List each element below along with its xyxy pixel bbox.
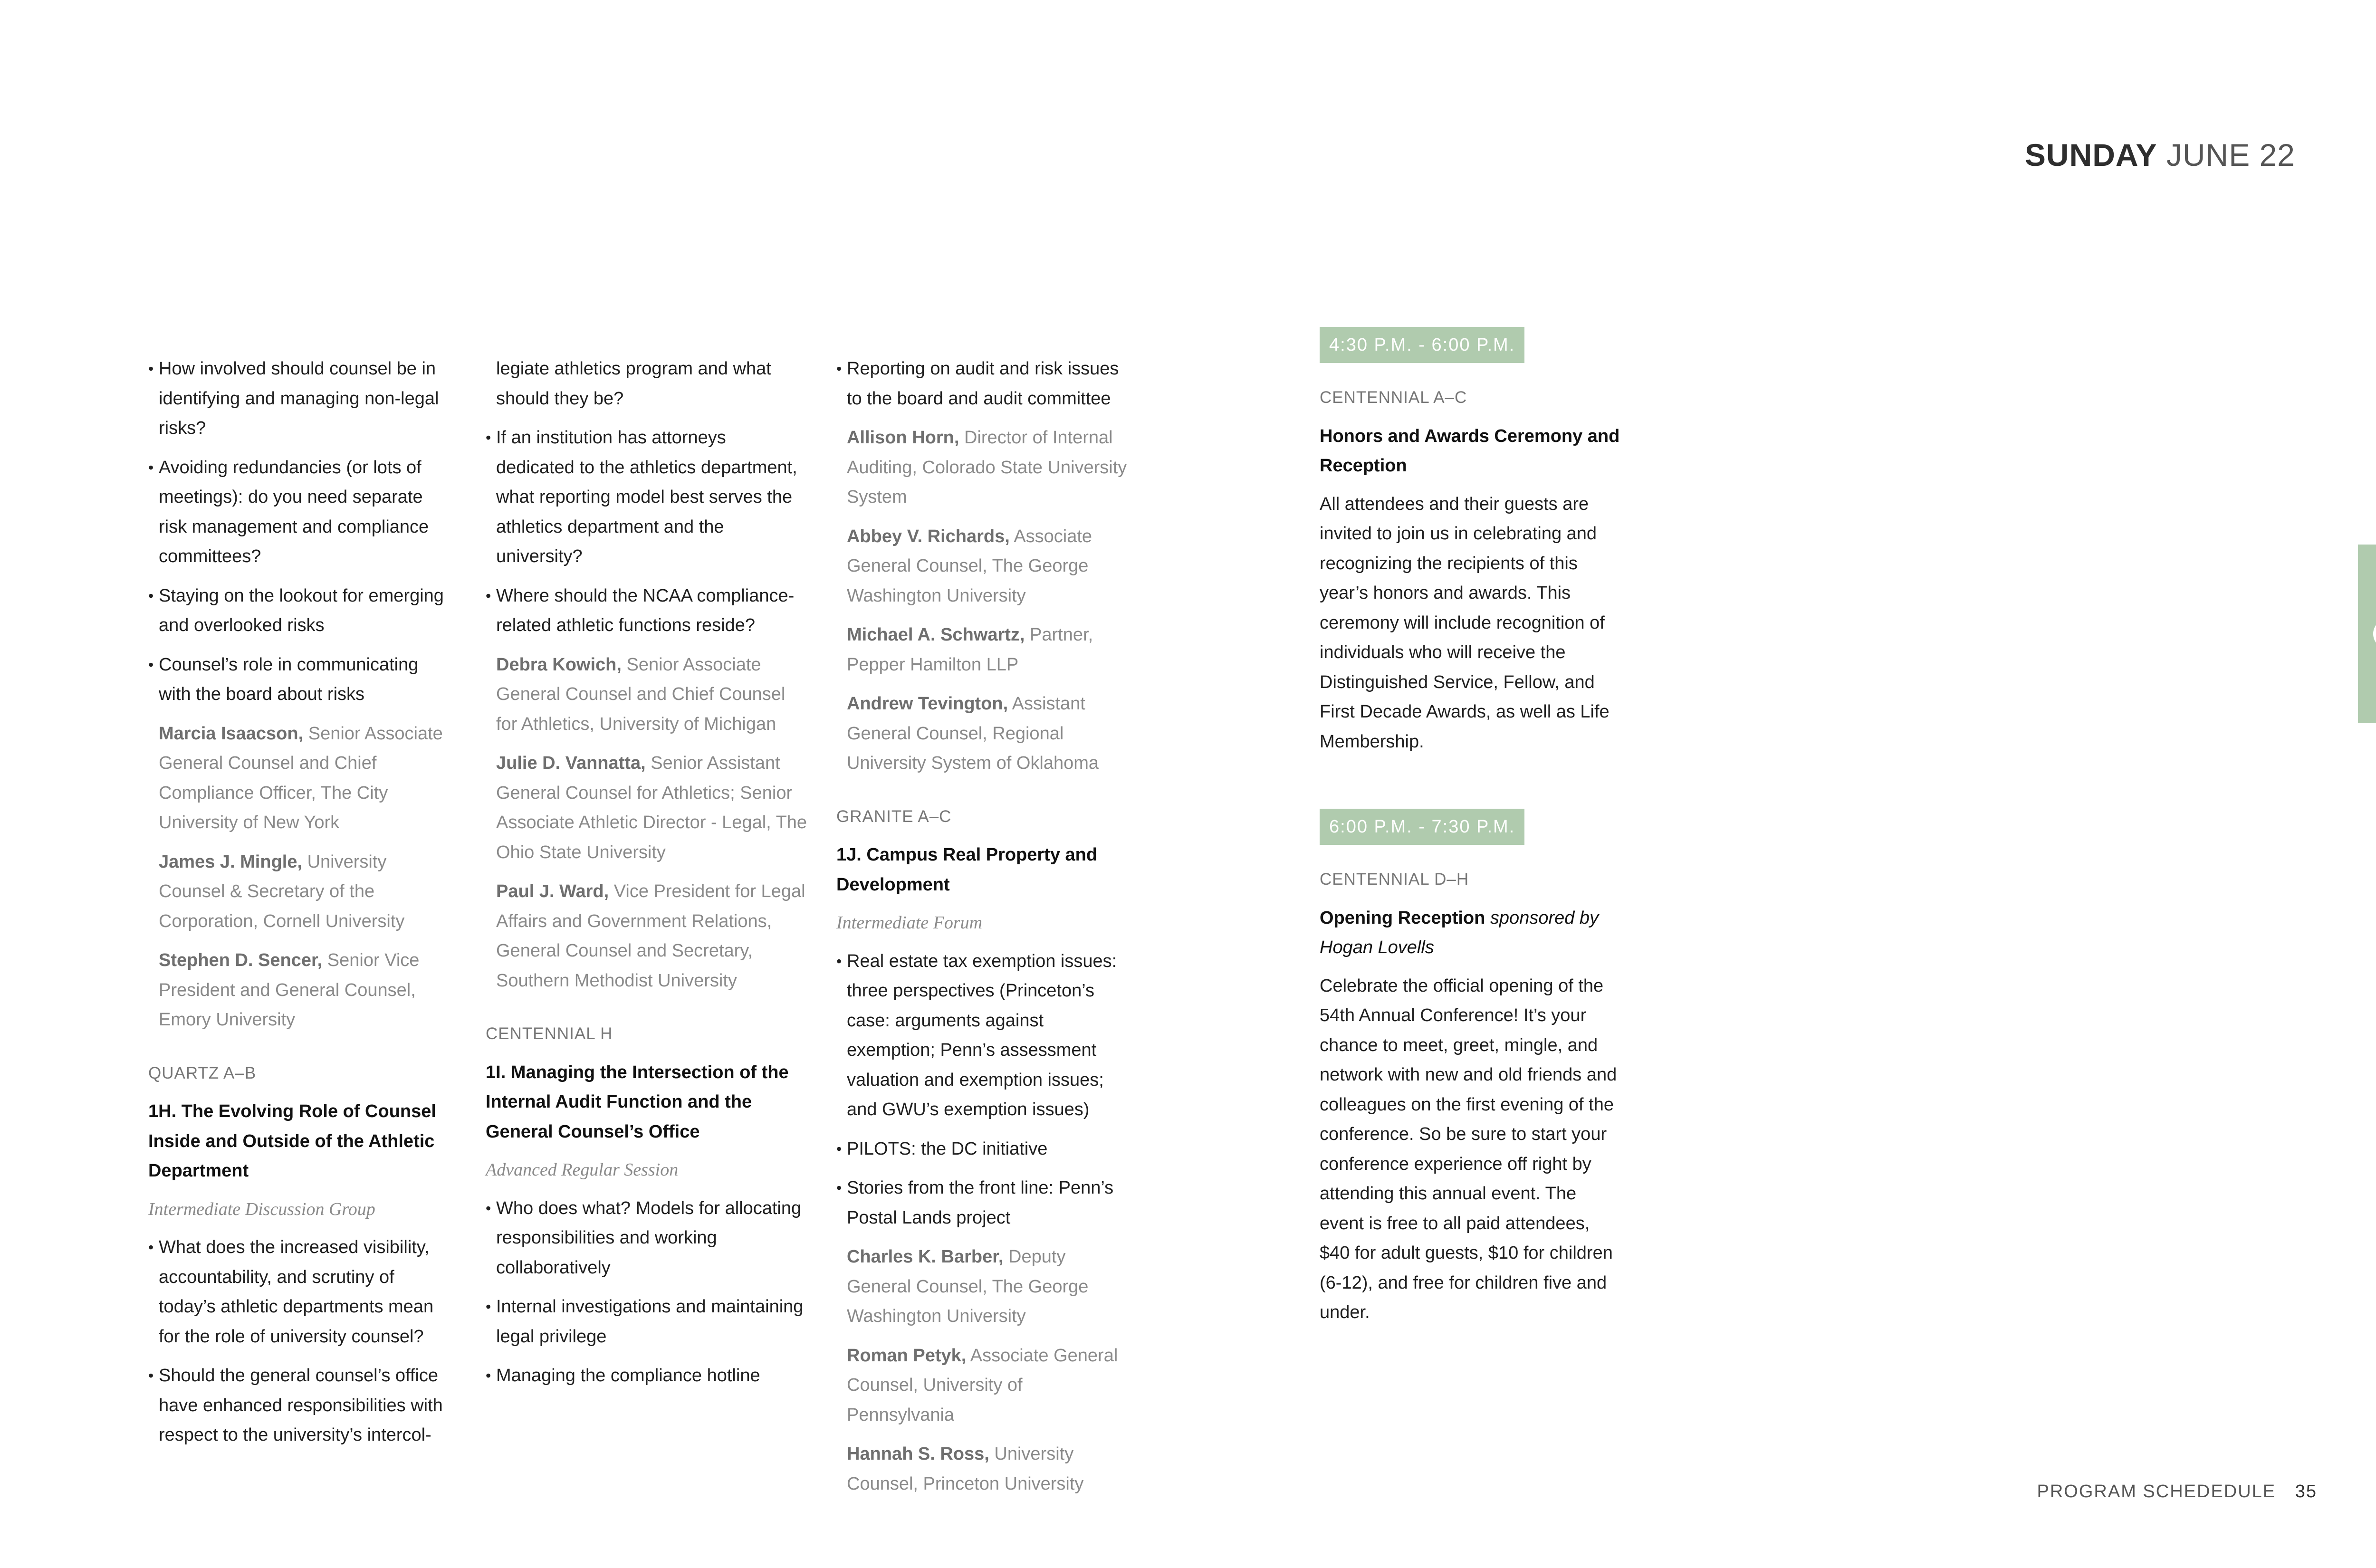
session-room: CENTENNIAL A–C <box>1320 388 1467 407</box>
speaker-name: Julie D. Vannatta, <box>496 753 646 773</box>
speaker <box>148 847 452 937</box>
page-header <box>2025 137 2295 173</box>
speaker <box>836 689 1131 778</box>
speaker <box>486 650 809 739</box>
list-item: • Staying on the lookout for emerging and overlooked risks <box>148 581 452 641</box>
list-item: • Stories from the front line: Penn’s Postal Lands project <box>836 1173 1131 1233</box>
column-2 <box>486 354 809 1400</box>
list-item: • PILOTS: the DC initiative <box>836 1134 1131 1164</box>
session-description: Celebrate the official opening of the 54th Annual Conference! It’s your chance to meet, greet, mingle, and network with new and old friends and colleagues on the first evening of the conference. So be sure to start your conference experience off right by attending this annual event. The event is free to all paid attendees, $40 for adult guests, $10 for children (6-12), and free for children five and under. <box>1320 975 1617 1322</box>
session-title: 1H. The Evolving Role of Counsel Inside and Outside of the Athletic Department <box>148 1101 436 1181</box>
speaker-name: James J. Mingle, <box>159 851 303 872</box>
section-tab-marker <box>2373 619 2376 649</box>
session-room: QUARTZ A–B <box>148 1063 257 1082</box>
session-title-text: Opening Reception <box>1320 908 1485 928</box>
sponsor-note: sponsored by Hogan Lovells <box>1320 908 1599 957</box>
time-banner: 6:00 P.M. - 7:30 P.M. <box>1320 809 1524 845</box>
speaker-title: Deputy General Counsel, The George Washington University <box>847 1247 1089 1326</box>
speaker-name: Michael A. Schwartz, <box>847 625 1025 645</box>
speaker <box>486 877 809 995</box>
time-banner: 4:30 P.M. - 6:00 P.M. <box>1320 327 1524 363</box>
speaker-name: Abbey V. Richards, <box>847 526 1010 546</box>
speaker-name: Marcia Isaacson, <box>159 723 304 744</box>
speaker <box>836 423 1131 512</box>
speaker-name: Debra Kowich, <box>496 654 622 675</box>
speaker-title: Director of Internal Auditing, Colorado State University System <box>847 428 1127 507</box>
session-room: GRANITE A–C <box>836 807 952 826</box>
session-title: Honors and Awards Ceremony and Reception <box>1320 426 1620 476</box>
speaker <box>836 522 1131 611</box>
speaker-title: Vice President for Legal Affairs and Government Relations, General Counsel and Secretary, Southern Methodist University <box>496 881 805 991</box>
session-description: All attendees and their guests are invited to join us in celebrating and recognizing the recipients of this year’s honors and awards. This ceremony will include recognition of individuals who will receive the Distinguished Service, Fellow, and First Decade Awards, as well as Life Membership. <box>1320 494 1610 752</box>
session-room: CENTENNIAL D–H <box>1320 870 1469 889</box>
bullet-list <box>486 1194 809 1391</box>
speaker-name: Allison Horn, <box>847 428 959 448</box>
speaker-name: Paul J. Ward, <box>496 881 609 901</box>
speaker-title: Senior Vice President and General Counsel, Emory University <box>159 950 420 1030</box>
list-item: • If an institution has attorneys dedicated to the athletics department, what reporting model best serves the athletics department and the university? <box>486 423 809 572</box>
speaker-name: Andrew Tevington, <box>847 694 1008 714</box>
list-item: • Real estate tax exemption issues: three perspectives (Princeton’s case: arguments against exemption; Penn’s assessment valuation and exemption issues; and GWU’s exemption issues) <box>836 947 1131 1125</box>
speaker-title: Assistant General Counsel, Regional University System of Oklahoma <box>847 694 1099 773</box>
bullet-list <box>148 1233 452 1450</box>
list-item: • What does the increased visibility, accountability, and scrutiny of today’s athletic departments mean for the role of university counsel? <box>148 1233 452 1351</box>
session-level: Intermediate Forum <box>836 913 983 933</box>
list-item: • Should the general counsel’s office have enhanced responsibilities with respect to the university’s intercol- <box>148 1361 452 1450</box>
list-item: • Reporting on audit and risk issues to the board and audit committee <box>836 354 1131 413</box>
session-room: CENTENNIAL H <box>486 1024 613 1043</box>
column-1 <box>148 354 452 1460</box>
list-item: • How involved should counsel be in identifying and managing non-legal risks? <box>148 354 452 443</box>
column-4 <box>1320 327 1624 1328</box>
speaker-title: Partner, Pepper Hamilton LLP <box>847 625 1093 675</box>
bullet-list <box>148 354 452 709</box>
section-tab <box>2358 545 2376 723</box>
page-footer <box>2037 1482 2317 1502</box>
footer-section: PROGRAM SCHEDEDULE <box>2037 1482 2276 1501</box>
list-item: • Where should the NCAA compliance-related athletic functions reside? <box>486 581 809 641</box>
speaker-name: Stephen D. Sencer, <box>159 950 323 970</box>
speaker <box>836 620 1131 679</box>
list-item: • Who does what? Models for allocating responsibilities and working collaboratively <box>486 1194 809 1283</box>
speaker-name: Roman Petyk, <box>847 1345 967 1366</box>
bullet-list <box>836 947 1131 1233</box>
bullet-list <box>836 354 1131 413</box>
speaker <box>836 1341 1131 1430</box>
session-level: Intermediate Discussion Group <box>148 1199 375 1219</box>
speaker <box>836 1439 1131 1499</box>
header-day: SUNDAY <box>2024 137 2157 172</box>
speaker-title: Associate General Counsel, The George Washington University <box>847 526 1092 606</box>
list-item: • Internal investigations and maintaining legal privilege <box>486 1292 809 1351</box>
header-date: JUNE 22 <box>2166 137 2295 172</box>
speaker <box>836 1242 1131 1331</box>
speaker-title: University Counsel, Princeton University <box>847 1444 1084 1494</box>
session-title: 1I. Managing the Intersection of the Internal Audit Function and the General Counsel’s Office <box>486 1062 789 1142</box>
list-item: • Avoiding redundancies (or lots of meetings): do you need separate risk management and compliance committees? <box>148 453 452 572</box>
speaker-title: Senior Associate General Counsel and Chief Counsel for Athletics, University of Michigan <box>496 654 786 734</box>
speaker <box>486 748 809 867</box>
speaker-title: University Counsel & Secretary of the Corporation, Cornell University <box>159 851 405 931</box>
speaker-title: Senior Associate General Counsel and Chief Compliance Officer, The City University of New York <box>159 723 443 832</box>
speaker-title: Senior Assistant General Counsel for Athletics; Senior Associate Athletic Director - Legal, The Ohio State University <box>496 753 807 862</box>
bullet-list <box>486 423 809 641</box>
list-item: • Managing the compliance hotline <box>486 1361 809 1391</box>
speaker-name: Hannah S. Ross, <box>847 1444 989 1464</box>
speaker-name: Charles K. Barber, <box>847 1247 1004 1267</box>
continued-text: legiate athletics program and what should they be? <box>496 359 771 409</box>
column-3 <box>836 354 1131 1508</box>
session-level: Advanced Regular Session <box>486 1160 679 1180</box>
session-title <box>1320 903 1624 963</box>
speaker <box>148 719 452 838</box>
speaker <box>148 946 452 1035</box>
list-item: • Counsel’s role in communicating with the board about risks <box>148 650 452 709</box>
speaker-title: Associate General Counsel, University of Pennsylvania <box>847 1345 1118 1425</box>
page-number: 35 <box>2295 1482 2317 1501</box>
session-title: 1J. Campus Real Property and Development <box>836 845 1098 895</box>
